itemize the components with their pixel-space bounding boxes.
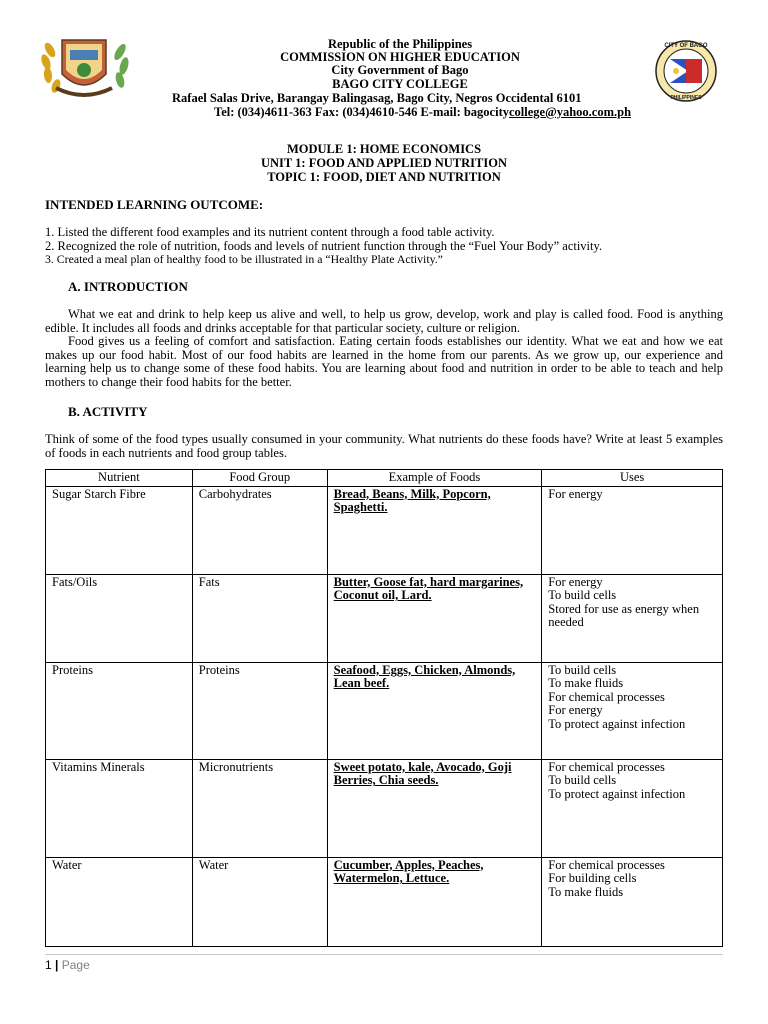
use-item: For energy bbox=[548, 486, 603, 501]
table-header-row bbox=[46, 470, 723, 487]
header-contact bbox=[214, 106, 631, 120]
topic-title: TOPIC 1: FOOD, DIET AND NUTRITION bbox=[267, 170, 501, 184]
food-group-cell: Micronutrients bbox=[192, 759, 327, 857]
header-address: Rafael Salas Drive, Barangay Balingasag, Bago City, Negros Occidental 6101 bbox=[172, 91, 582, 105]
use-item: To build cells bbox=[548, 662, 617, 677]
examples-cell: Butter, Goose fat, hard margarines, Coconut oil, Lard. bbox=[327, 574, 542, 662]
activity-instructions: Think of some of the food types usually consumed in your community. What nutrients do these foods have? Write at least 5 examples of foods in each nutrients and food group tables. bbox=[45, 432, 723, 460]
outcome-heading: INTENDED LEARNING OUTCOME: bbox=[45, 197, 264, 212]
header-nutrient: Nutrient bbox=[46, 470, 193, 487]
food-group-cell: Water bbox=[192, 857, 327, 946]
use-item: For energy bbox=[548, 703, 603, 718]
introduction-paragraph-1: What we eat and drink to help keep us alive and well, to help us grow, develop, work and play is called food. Food is anything edible. It includes all foods and drinks acceptable for that particular society, culture or religion. bbox=[45, 307, 723, 335]
introduction-paragraph-2: Food gives us a feeling of comfort and satisfaction. Eating certain foods establishes our identity. What we eat and how we eat makes up our food habit. Most of our food habits are learned in the home from our parents. As we grow up, our experience and learning help us to change some of these food habits. You are learning about food and nutrition in order to be able to teach and help mothers to change their food habits for the better. bbox=[45, 334, 723, 389]
uses-cell bbox=[542, 662, 723, 759]
use-item: To build cells bbox=[548, 773, 617, 788]
table-row bbox=[46, 759, 723, 857]
uses-cell bbox=[542, 857, 723, 946]
header-example-of-foods: Example of Foods bbox=[327, 470, 542, 487]
nutrient-cell: Vitamins Minerals bbox=[46, 759, 193, 857]
examples-cell: Bread, Beans, Milk, Popcorn, Spaghetti. bbox=[327, 486, 542, 574]
page-footer bbox=[45, 954, 723, 972]
header-republic: Republic of the Philippines bbox=[327, 37, 473, 51]
use-item: To make fluids bbox=[548, 884, 624, 899]
use-item: To make fluids bbox=[548, 676, 624, 691]
city-of-bago-seal bbox=[648, 40, 724, 102]
header-city-government: City Government of Bago bbox=[331, 63, 469, 78]
use-item: For chemical processes bbox=[548, 689, 665, 704]
letterhead bbox=[160, 38, 640, 91]
use-item: To build cells bbox=[548, 588, 617, 603]
use-item: For energy bbox=[548, 574, 603, 589]
uses-cell bbox=[542, 759, 723, 857]
use-item: To protect against infection bbox=[548, 786, 686, 801]
seal-top-text: CITY OF BAGO bbox=[664, 43, 708, 49]
food-group-cell: Fats bbox=[192, 574, 327, 662]
use-item: For chemical processes bbox=[548, 759, 665, 774]
food-group-cell: Proteins bbox=[192, 662, 327, 759]
outcome-item: 3. Created a meal plan of healthy food to be illustrated in a “Healthy Plate Activity.” bbox=[45, 252, 443, 266]
uses-cell bbox=[542, 574, 723, 662]
use-item: To protect against infection bbox=[548, 716, 686, 731]
page-separator: | bbox=[51, 958, 62, 972]
module-title-block bbox=[0, 142, 768, 184]
introduction-heading: A. INTRODUCTION bbox=[68, 279, 188, 294]
outcome-item: 1. Listed the different food examples and its nutrient content through a food table activity. bbox=[45, 225, 495, 239]
nutrient-cell: Sugar Starch Fibre bbox=[46, 486, 193, 574]
table-row bbox=[46, 662, 723, 759]
activity-heading: B. ACTIVITY bbox=[68, 404, 148, 419]
nutrient-cell: Fats/Oils bbox=[46, 574, 193, 662]
use-item: For chemical processes bbox=[548, 857, 665, 872]
header-food-group: Food Group bbox=[192, 470, 327, 487]
page-label: Page bbox=[61, 958, 90, 972]
use-item: Stored for use as energy when needed bbox=[548, 601, 700, 630]
examples-cell: Seafood, Eggs, Chicken, Almonds, Lean beef. bbox=[327, 662, 542, 759]
table-row bbox=[46, 486, 723, 574]
bago-city-college-logo bbox=[36, 30, 132, 100]
page-number: 1 bbox=[45, 958, 52, 972]
nutrient-cell: Proteins bbox=[46, 662, 193, 759]
header-ched: COMMISSION ON HIGHER EDUCATION bbox=[280, 50, 520, 65]
email-link[interactable]: college@yahoo.com.ph bbox=[509, 105, 632, 119]
food-table bbox=[45, 469, 723, 947]
outcome-list bbox=[45, 226, 602, 267]
header-college-name: BAGO CITY COLLEGE bbox=[332, 76, 468, 91]
outcome-item: 2. Recognized the role of nutrition, foods and levels of nutrient function through the “Fuel Your Body” activity. bbox=[45, 238, 603, 253]
header-uses: Uses bbox=[542, 470, 723, 487]
module-title: MODULE 1: HOME ECONOMICS bbox=[286, 142, 482, 156]
table-row bbox=[46, 857, 723, 946]
use-item: For building cells bbox=[548, 871, 637, 886]
unit-title: UNIT 1: FOOD AND APPLIED NUTRITION bbox=[261, 156, 507, 170]
examples-cell: Sweet potato, kale, Avocado, Goji Berries, Chia seeds. bbox=[327, 759, 542, 857]
uses-cell bbox=[542, 486, 723, 574]
table-row bbox=[46, 574, 723, 662]
examples-cell: Cucumber, Apples, Peaches, Watermelon, Lettuce. bbox=[327, 857, 542, 946]
seal-bottom-text: PHILIPPINES bbox=[670, 95, 702, 101]
food-group-cell: Carbohydrates bbox=[192, 486, 327, 574]
nutrient-cell: Water bbox=[46, 857, 193, 946]
header-contact-text: Tel: (034)4611-363 Fax: (034)4610-546 E-mail: bagocity bbox=[214, 105, 509, 119]
